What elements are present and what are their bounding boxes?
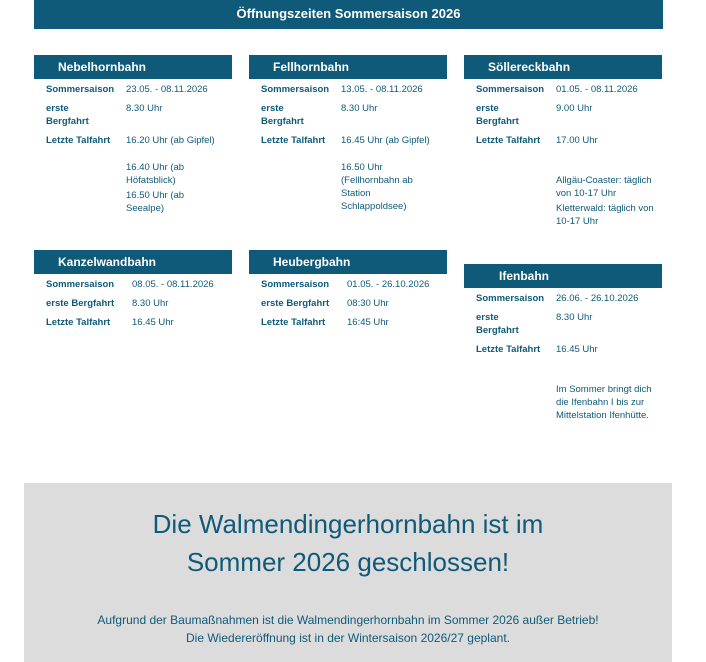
season-value: 13.05. - 08.11.2026	[341, 84, 423, 95]
first-ascent-label: erste Bergfahrt	[46, 298, 115, 309]
last-descent-label: Letzte Talfahrt	[261, 317, 326, 328]
card-soellereckbahn	[464, 55, 662, 228]
last-descent-value: 16.45 Uhr	[556, 344, 598, 355]
closure-notice-text: Aufgrund der Baumaßnahmen ist die Walmendingerhornbahn im Sommer 2026 außer Betrieb! Die Wiedereröffnung ist in der Wintersaison 2026/27 geplant.	[97, 613, 599, 645]
season-label: Sommersaison	[261, 84, 330, 95]
first-ascent-label: erste Bergfahrt	[476, 103, 519, 127]
card-fellhornbahn	[249, 55, 447, 213]
last-descent-value: 16:45 Uhr	[347, 317, 389, 328]
note: 16.50 Uhr (Fellhornbahn ab Station Schlappoldsee)	[341, 162, 413, 212]
last-descent-value: 16.45 Uhr	[132, 317, 174, 328]
first-ascent-label: erste Bergfahrt	[476, 312, 519, 336]
last-descent-label: Letzte Talfahrt	[476, 135, 541, 146]
last-descent-value: 16.20 Uhr (ab Gipfel)	[126, 135, 215, 146]
last-descent-label: Letzte Talfahrt	[476, 344, 541, 355]
note: 16.40 Uhr (ab Höfatsblick)	[126, 162, 185, 186]
season-value: 23.05. - 08.11.2026	[126, 84, 208, 95]
first-ascent-value: 8.30 Uhr	[132, 298, 169, 309]
season-value: 01.05. - 26.10.2026	[347, 279, 430, 290]
card-heubergbahn	[249, 250, 447, 329]
season-value: 01.05. - 08.11.2026	[556, 84, 638, 95]
season-value: 08.05. - 08.11.2026	[132, 279, 214, 290]
closure-notice-title: Die Walmendingerhornbahn ist im Sommer 2026 geschlossen!	[152, 509, 544, 577]
card-title: Nebelhornbahn	[34, 55, 232, 79]
card-title: Kanzelwandbahn	[34, 250, 232, 274]
first-ascent-value: 8.30 Uhr	[126, 103, 163, 114]
card-title: Heubergbahn	[249, 250, 447, 274]
last-descent-value: 16.45 Uhr (ab Gipfel)	[341, 135, 430, 146]
note: Allgäu-Coaster: täglich von 10-17 Uhr	[556, 175, 652, 199]
card-kanzelwandbahn	[34, 250, 232, 329]
last-descent-label: Letzte Talfahrt	[46, 317, 111, 328]
last-descent-label: Letzte Talfahrt	[261, 135, 326, 146]
season-label: Sommersaison	[476, 293, 545, 304]
season-value: 26.06. - 26.10.2026	[556, 293, 639, 304]
season-label: Sommersaison	[476, 84, 545, 95]
last-descent-label: Letzte Talfahrt	[46, 135, 111, 146]
first-ascent-value: 9.00 Uhr	[556, 103, 593, 114]
first-ascent-value: 8.30 Uhr	[556, 312, 593, 323]
note: Kletterwald: täglich von 10-17 Uhr	[556, 203, 654, 227]
note: 16.50 Uhr (ab Seealpe)	[126, 190, 185, 214]
first-ascent-label: erste Bergfahrt	[46, 103, 89, 127]
first-ascent-label: erste Bergfahrt	[261, 298, 330, 309]
season-label: Sommersaison	[46, 279, 115, 290]
last-descent-value: 17.00 Uhr	[556, 135, 598, 146]
card-title: Ifenbahn	[464, 264, 662, 288]
season-label: Sommersaison	[261, 279, 330, 290]
card-ifenbahn	[464, 264, 662, 422]
first-ascent-value: 08:30 Uhr	[347, 298, 389, 309]
first-ascent-label: erste Bergfahrt	[261, 103, 304, 127]
first-ascent-value: 8.30 Uhr	[341, 103, 378, 114]
card-nebelhornbahn	[34, 55, 232, 215]
note: Im Sommer bringt dich die Ifenbahn I bis zur Mittelstation Ifenhütte.	[556, 384, 652, 421]
card-title: Fellhornbahn	[249, 55, 447, 79]
season-label: Sommersaison	[46, 84, 115, 95]
closure-notice	[24, 483, 672, 662]
page-title-banner: Öffnungszeiten Sommersaison 2026	[34, 0, 663, 29]
card-title: Söllereckbahn	[464, 55, 662, 79]
